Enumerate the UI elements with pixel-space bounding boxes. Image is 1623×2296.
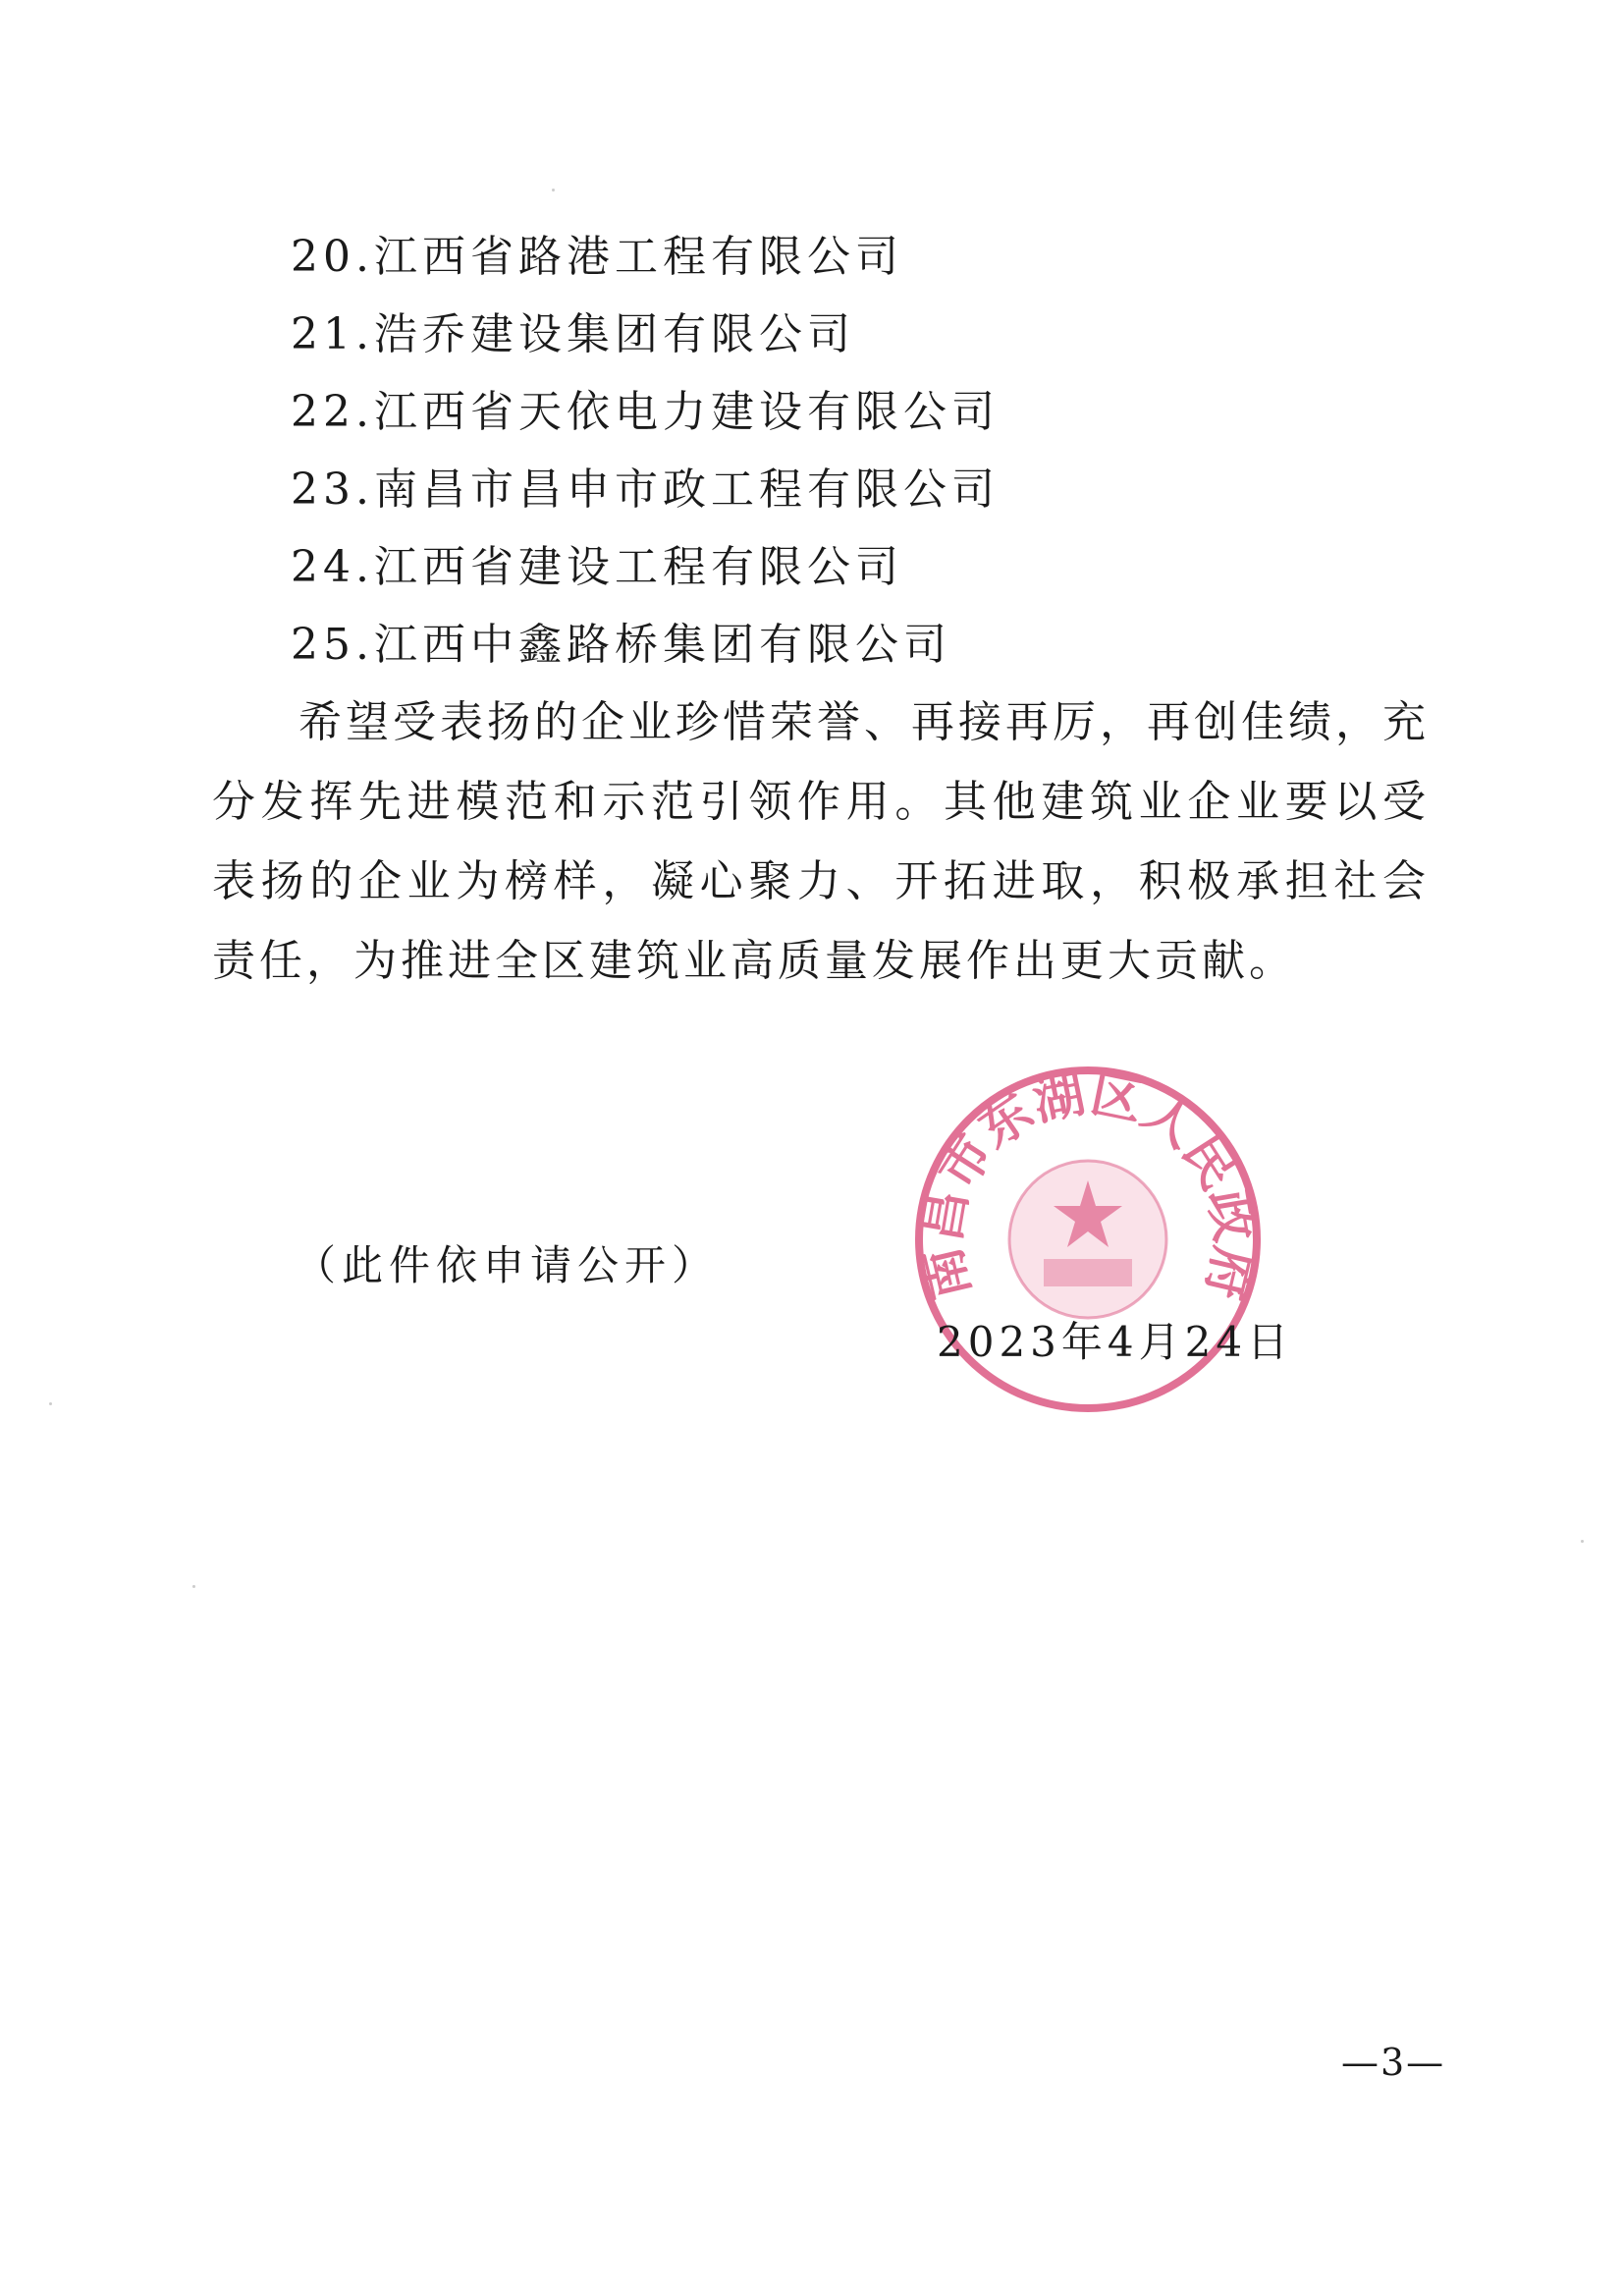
- signature-date: 2023年4月24日: [937, 1318, 1294, 1366]
- list-item: 25.江西中鑫路桥集团有限公司: [291, 620, 951, 670]
- seal-text: 南昌市东湖区人民政府: [911, 1064, 1265, 1305]
- list-item: 20.江西省路港工程有限公司: [291, 232, 903, 282]
- list-item: 24.江西省建设工程有限公司: [291, 542, 903, 592]
- list-item: 23.南昌市昌申市政工程有限公司: [291, 465, 1000, 515]
- list-item: 22.江西省天依电力建设有限公司: [291, 387, 1000, 437]
- scan-speck: [49, 1402, 52, 1405]
- scan-speck: [1581, 1540, 1584, 1543]
- list-item: 21.浩乔建设集团有限公司: [291, 309, 855, 359]
- page-number: —3—: [1341, 2041, 1446, 2084]
- closing-paragraph: 希望受表扬的企业珍惜荣誉、再接再厉，再创佳绩，充分发挥先进模范和示范引领作用。其他建筑业企业要以受表扬的企业为榜样，凝心聚力、开拓进取，积极承担社会责任，为推进全区建筑业高质量发展作出更大贡献。: [212, 697, 1430, 986]
- scan-speck: [192, 1585, 195, 1588]
- scan-speck: [552, 189, 555, 191]
- company-list: [291, 218, 1469, 683]
- disclosure-note: （此件依申请公开）: [295, 1241, 720, 1289]
